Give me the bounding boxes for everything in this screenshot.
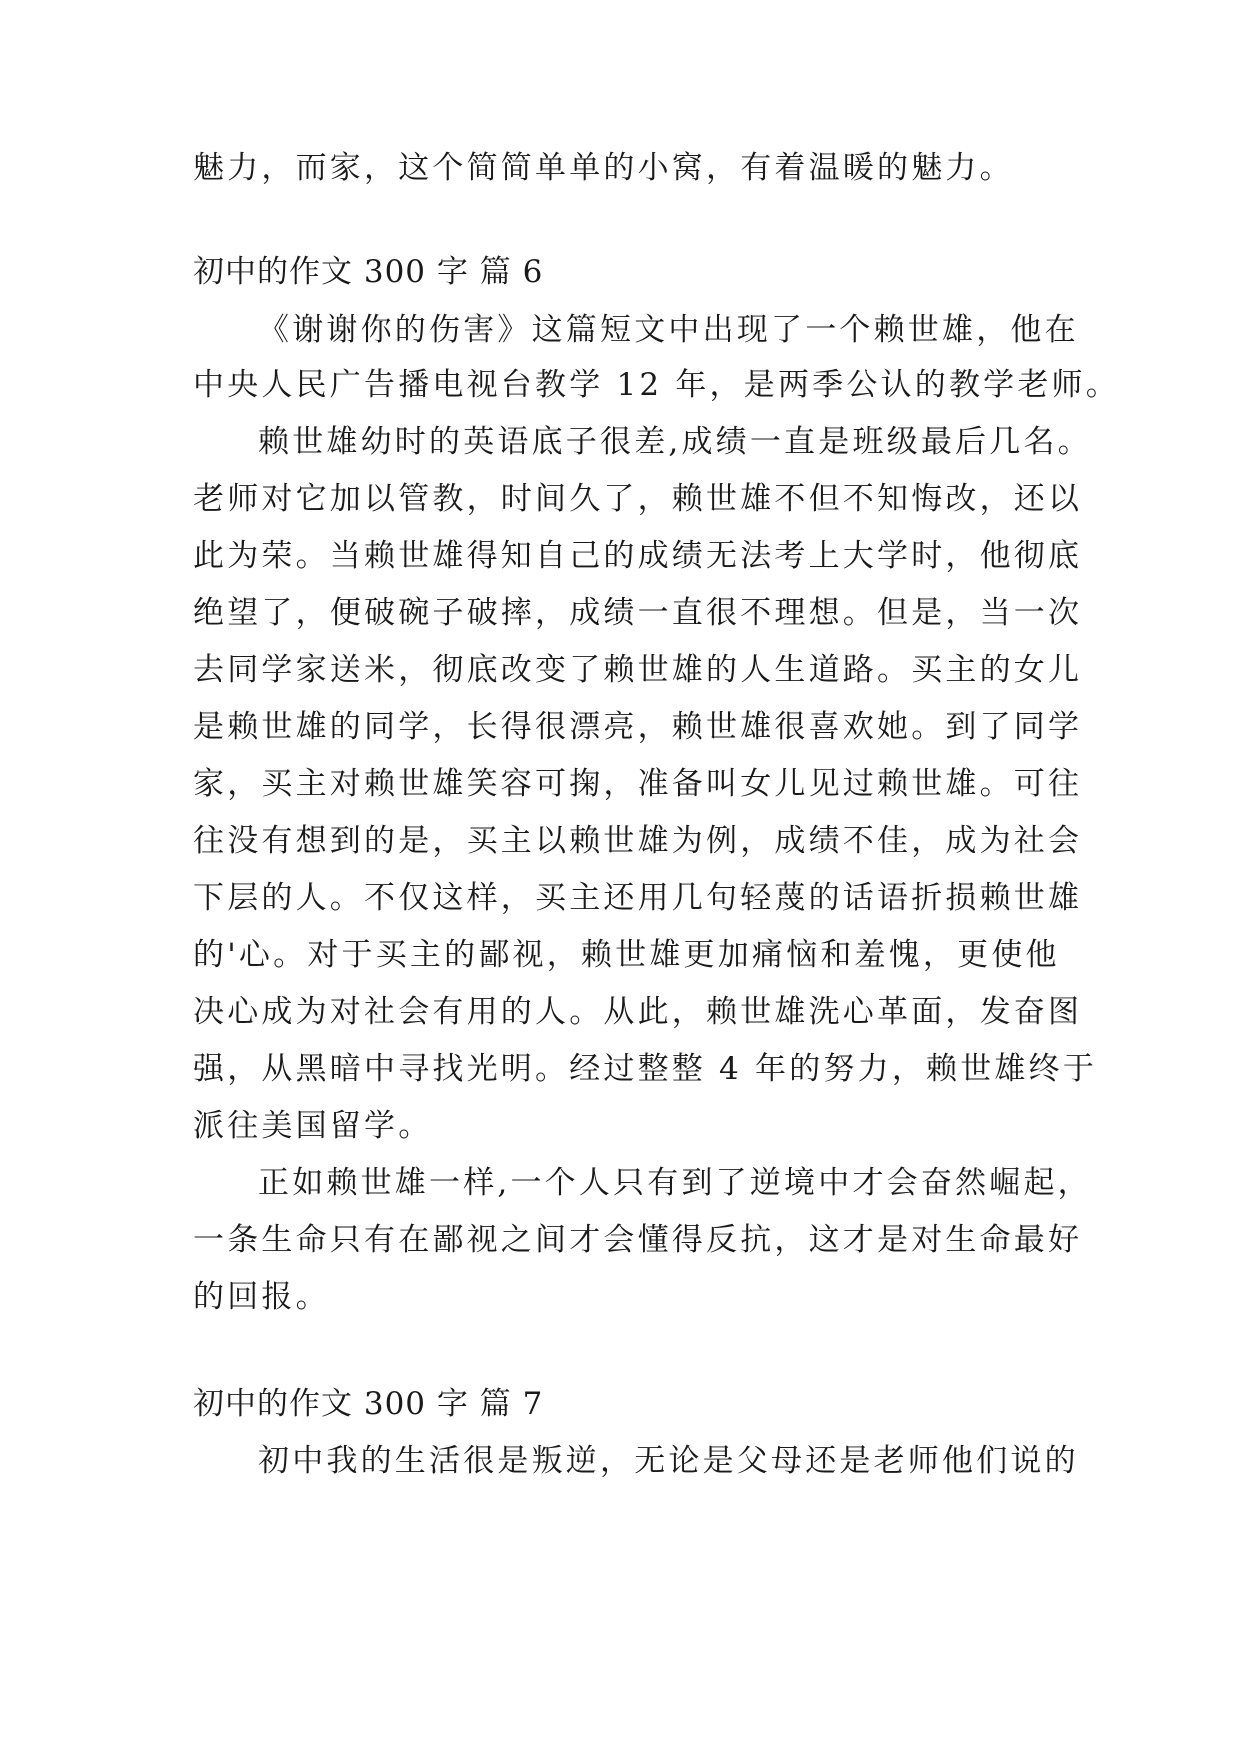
paragraph-line: 的回报。 [193, 1279, 330, 1315]
paragraph-line: 初中我的生活很是叛逆，无论是父母还是老师他们说的 [258, 1443, 1079, 1479]
paragraph-line: 的'心。对于买主的鄙视，赖世雄更加痛恼和羞愧，更使他 [193, 937, 1060, 973]
paragraph-line: 决心成为对社会有用的人。从此，赖世雄洗心革面，发奋图 [193, 994, 1083, 1030]
section-heading-7: 初中的作文 300 字 篇 7 [193, 1386, 544, 1422]
paragraph-line: 去同学家送米，彻底改变了赖世雄的人生道路。买主的女儿 [193, 652, 1083, 688]
paragraph-line: 中央人民广告播电视台教学 12 年，是两季公认的教学老师。 [193, 367, 1120, 403]
paragraph-line: 赖世雄幼时的英语底子很差,成绩一直是班级最后几名。 [258, 424, 1092, 460]
paragraph-line: 绝望了，便破碗子破摔，成绩一直很不理想。但是，当一次 [193, 595, 1083, 631]
paragraph-line: 是赖世雄的同学，长得很漂亮，赖世雄很喜欢她。到了同学 [193, 709, 1083, 745]
paragraph-line: 派往美国留学。 [193, 1108, 433, 1144]
paragraph-line: 此为荣。当赖世雄得知自己的成绩无法考上大学时，他彻底 [193, 538, 1083, 574]
paragraph-line: 老师对它加以管教，时间久了，赖世雄不但不知悔改，还以 [193, 481, 1083, 517]
paragraph-line: 下层的人。不仅这样，买主还用几句轻蔑的话语折损赖世雄 [193, 880, 1083, 916]
section-heading-6: 初中的作文 300 字 篇 6 [193, 254, 544, 290]
paragraph-line: 《谢谢你的伤害》这篇短文中出现了一个赖世雄，他在 [258, 312, 1079, 348]
paragraph-line: 正如赖世雄一样,一个人只有到了逆境中才会奋然崛起， [258, 1165, 1092, 1201]
paragraph-line: 一条生命只有在鄙视之间才会懂得反抗，这才是对生命最好 [193, 1222, 1083, 1258]
paragraph-line: 往没有想到的是，买主以赖世雄为例，成绩不佳，成为社会 [193, 823, 1083, 859]
paragraph-line: 家，买主对赖世雄笑容可掬，准备叫女儿见过赖世雄。可往 [193, 766, 1083, 802]
paragraph-line: 魅力，而家，这个简简单单的小窝，有着温暖的魅力。 [193, 150, 1014, 186]
paragraph-line: 强，从黑暗中寻找光明。经过整整 4 年的努力，赖世雄终于 [193, 1051, 1098, 1087]
